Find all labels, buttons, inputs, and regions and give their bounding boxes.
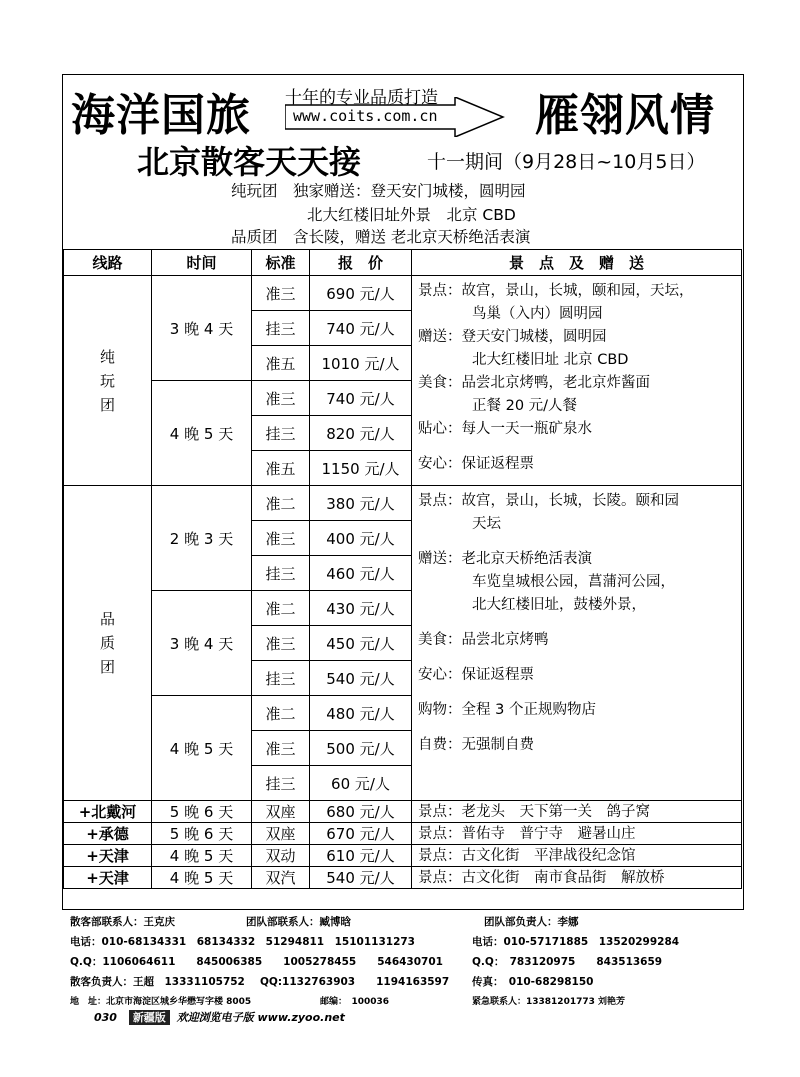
- time-cell: 4 晚 5 天: [152, 696, 252, 801]
- footer-text: 欢迎浏览电子版: [176, 1011, 254, 1024]
- price-cell: 820 元/人: [310, 416, 412, 451]
- price-cell: 1150 元/人: [310, 451, 412, 486]
- subtitle-1: 纯玩团 独家赠送：登天安门城楼，圆明园: [231, 182, 526, 200]
- route-cell: 品 质 团: [64, 486, 152, 801]
- contact-line: 电话：010-57171885 13520299284: [472, 936, 680, 948]
- info-cell: 景点：故宫，景山，长城，长陵。颐和园 天坛 赠送：老北京天桥绝活表演 车览皇城根公园，菖蒲河公园， 北大红楼旧址，鼓楼外景， 美食：品尝北京烤鸭 安心：保证返程票 购物：全程 3 个正规购物店 自费：无强制自费: [412, 486, 742, 801]
- contact-line: Q.Q：1106064611 845006385 1005278455 546430701: [70, 956, 443, 968]
- time-cell: 2 晚 3 天: [152, 486, 252, 591]
- price-cell: 380 元/人: [310, 486, 412, 521]
- contact-line: 团队部联系人：臧博晗: [246, 916, 351, 928]
- info-cell: 景点：老龙头 天下第一关 鸽子窝: [412, 801, 742, 823]
- standard-cell: 挂三: [252, 766, 310, 801]
- price-cell: 740 元/人: [310, 311, 412, 346]
- subtitle-3: 品质团 含长陵，赠送 老北京天桥绝活表演: [231, 228, 531, 246]
- website[interactable]: www.coits.com.cn: [293, 107, 438, 125]
- info-cell: 景点：普佑寺 普宁寺 避暑山庄: [412, 823, 742, 845]
- standard-cell: 准二: [252, 486, 310, 521]
- info-cell: 景点：故宫，景山，长城，颐和园，天坛， 鸟巢（入内）圆明园 赠送：登天安门城楼，圆明园 北大红楼旧址 北京 CBD 美食：品尝北京烤鸭，老北京炸酱面 正餐 20 元/人餐 贴心：每人一天一瓶矿泉水 安心：保证返程票: [412, 276, 742, 486]
- standard-cell: 准三: [252, 626, 310, 661]
- price-cell: 500 元/人: [310, 731, 412, 766]
- standard-cell: 准五: [252, 451, 310, 486]
- price-cell: 540 元/人: [310, 661, 412, 696]
- slogan: 十年的专业品质打造: [285, 88, 438, 108]
- col-route: 线路: [64, 250, 152, 276]
- price-cell: 680 元/人: [310, 801, 412, 823]
- standard-cell: 准三: [252, 731, 310, 766]
- route-cell: +北戴河: [64, 801, 152, 823]
- contact-line: Q.Q： 783120975 843513659: [472, 956, 663, 968]
- contact-line: 地 址：北京市海淀区城乡华懋写字楼 8005: [70, 997, 252, 1007]
- contact-line: 紧急联系人：13381201773 刘艳芳: [472, 997, 626, 1007]
- standard-cell: 准三: [252, 276, 310, 311]
- standard-cell: 双动: [252, 845, 310, 867]
- table-row: [64, 486, 742, 521]
- standard-cell: 准五: [252, 346, 310, 381]
- standard-cell: 准二: [252, 591, 310, 626]
- info-cell: 景点：古文化街 平津战役纪念馆: [412, 845, 742, 867]
- standard-cell: 准三: [252, 381, 310, 416]
- edition-badge: 新疆版: [129, 1010, 170, 1025]
- info-cell: 景点：古文化街 南市食品街 解放桥: [412, 867, 742, 889]
- price-cell: 670 元/人: [310, 823, 412, 845]
- time-cell: 4 晚 5 天: [152, 381, 252, 486]
- standard-cell: 挂三: [252, 311, 310, 346]
- price-cell: 480 元/人: [310, 696, 412, 731]
- contact-line: 电话：010-68134331 68134332 51294811 15101131273: [70, 936, 415, 948]
- standard-cell: 双座: [252, 823, 310, 845]
- standard-cell: 双座: [252, 801, 310, 823]
- route-cell: 纯 玩 团: [64, 276, 152, 486]
- contact-line: 传真： 010-68298150: [472, 976, 594, 988]
- standard-cell: 挂三: [252, 661, 310, 696]
- price-cell: 450 元/人: [310, 626, 412, 661]
- col-price: 报 价: [310, 250, 412, 276]
- standard-cell: 准三: [252, 521, 310, 556]
- price-cell: 430 元/人: [310, 591, 412, 626]
- price-cell: 460 元/人: [310, 556, 412, 591]
- col-standard: 标准: [252, 250, 310, 276]
- time-cell: 5 晚 6 天: [152, 801, 252, 823]
- time-cell: 3 晚 4 天: [152, 276, 252, 381]
- subtitle-2: 北大红楼旧址外景 北京 CBD: [307, 206, 516, 224]
- time-cell: 3 晚 4 天: [152, 591, 252, 696]
- contact-line: 散客负责人：王超 13331105752: [70, 976, 245, 988]
- extra-row: [64, 823, 742, 845]
- price-cell: 1010 元/人: [310, 346, 412, 381]
- price-cell: 690 元/人: [310, 276, 412, 311]
- price-cell: 540 元/人: [310, 867, 412, 889]
- brand-right: 雁翎风情: [535, 90, 715, 141]
- standard-cell: 挂三: [252, 556, 310, 591]
- col-info: 景 点 及 赠 送: [412, 250, 742, 276]
- time-cell: 4 晚 5 天: [152, 867, 252, 889]
- price-cell: 400 元/人: [310, 521, 412, 556]
- route-cell: +天津: [64, 867, 152, 889]
- table-header-row: [64, 250, 742, 276]
- price-cell: 740 元/人: [310, 381, 412, 416]
- period: 十一期间（9月28日~10月5日）: [427, 151, 706, 173]
- extra-row: [64, 801, 742, 823]
- table-row: [64, 276, 742, 311]
- price-cell: 60 元/人: [310, 766, 412, 801]
- price-cell: 610 元/人: [310, 845, 412, 867]
- brand-left: 海洋国旅: [71, 90, 251, 141]
- extra-row: [64, 845, 742, 867]
- contact-line: 邮编： 100036: [320, 997, 390, 1007]
- footer-url[interactable]: www.zyoo.net: [257, 1011, 345, 1024]
- standard-cell: 双汽: [252, 867, 310, 889]
- page-footer: [94, 1009, 345, 1025]
- flyer: [62, 74, 744, 910]
- page-number: 030: [94, 1011, 117, 1024]
- standard-cell: 挂三: [252, 416, 310, 451]
- extra-row: [64, 867, 742, 889]
- time-cell: 4 晚 5 天: [152, 845, 252, 867]
- col-time: 时间: [152, 250, 252, 276]
- route-cell: +承德: [64, 823, 152, 845]
- page-title: 北京散客天天接: [137, 143, 362, 181]
- contact-line: 散客部联系人：王克庆: [70, 916, 175, 928]
- route-cell: +天津: [64, 845, 152, 867]
- standard-cell: 准二: [252, 696, 310, 731]
- contact-line: 团队部负责人：李娜: [484, 916, 579, 928]
- contact-line: QQ:1132763903 1194163597: [260, 976, 450, 988]
- price-table: [63, 249, 742, 889]
- time-cell: 5 晚 6 天: [152, 823, 252, 845]
